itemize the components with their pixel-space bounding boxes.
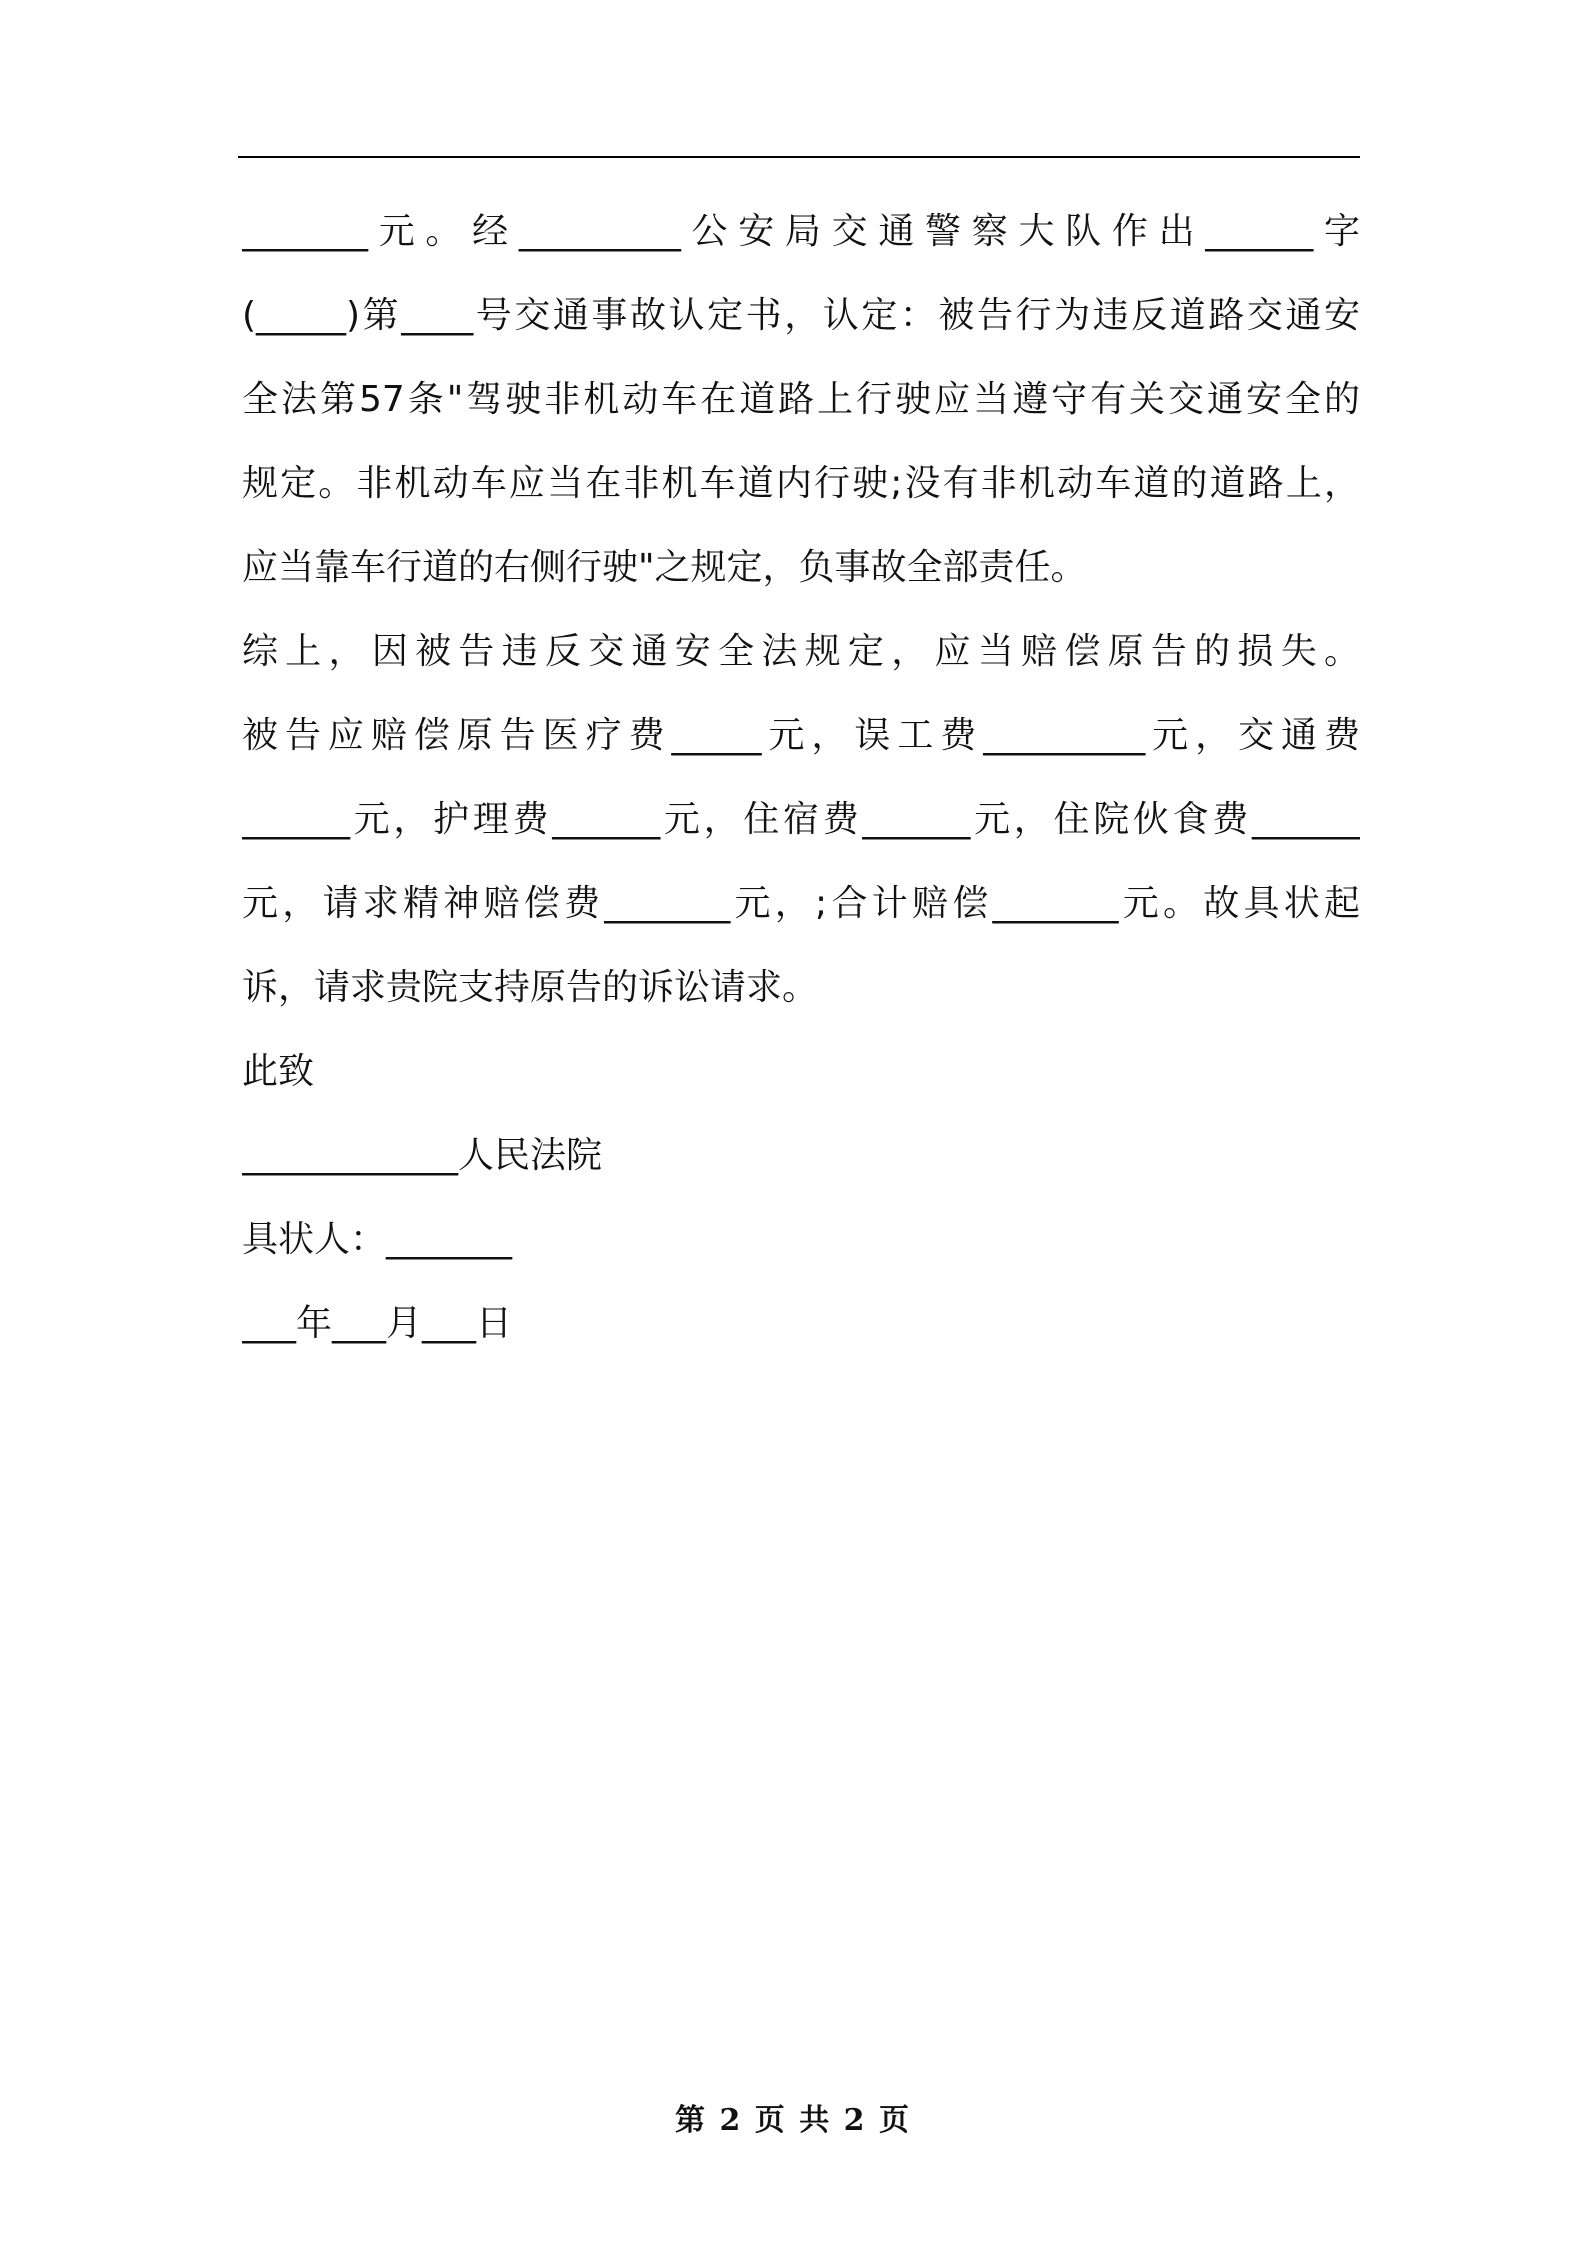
paragraph-line: 诉，请求贵院支持原告的诉讼请求。 (242, 967, 819, 1008)
date-line: ___年___月___日 (242, 1303, 513, 1344)
paragraph-line: 应当靠车行道的右侧行驶"之规定，负事故全部责任。 (242, 547, 1087, 588)
petitioner-signature-line: 具状人：_______ (242, 1219, 513, 1260)
paragraph-line: 被告应赔偿原告医疗费_____元，误工费_________元，交通费 (242, 715, 1360, 756)
court-name-line: ____________人民法院 (242, 1135, 603, 1176)
paragraph-line: 规定。非机动车应当在非机车道内行驶;没有非机动车道的道路上， (242, 463, 1360, 504)
paragraph-line: _______元。经_________公安局交通警察大队作出______字 (242, 211, 1360, 252)
paragraph-line: (_____)第____号交通事故认定书，认定：被告行为违反道路交通安 (242, 295, 1360, 336)
salutation: 此致 (242, 1051, 315, 1092)
paragraph-line: ______元，护理费______元，住宿费______元，住院伙食费______ (242, 799, 1360, 840)
paragraph-line: 元，请求精神赔偿费_______元，;合计赔偿_______元。故具状起 (242, 883, 1360, 924)
paragraph-line: 综上，因被告违反交通安全法规定，应当赔偿原告的损失。 (242, 631, 1360, 672)
paragraph-line: 全法第57条"驾驶非机动车在道路上行驶应当遵守有关交通安全的 (242, 379, 1360, 420)
document-body (242, 200, 1360, 1376)
page-number: 第 2 页 共 2 页 (675, 2103, 911, 2138)
header-rule (238, 156, 1360, 158)
